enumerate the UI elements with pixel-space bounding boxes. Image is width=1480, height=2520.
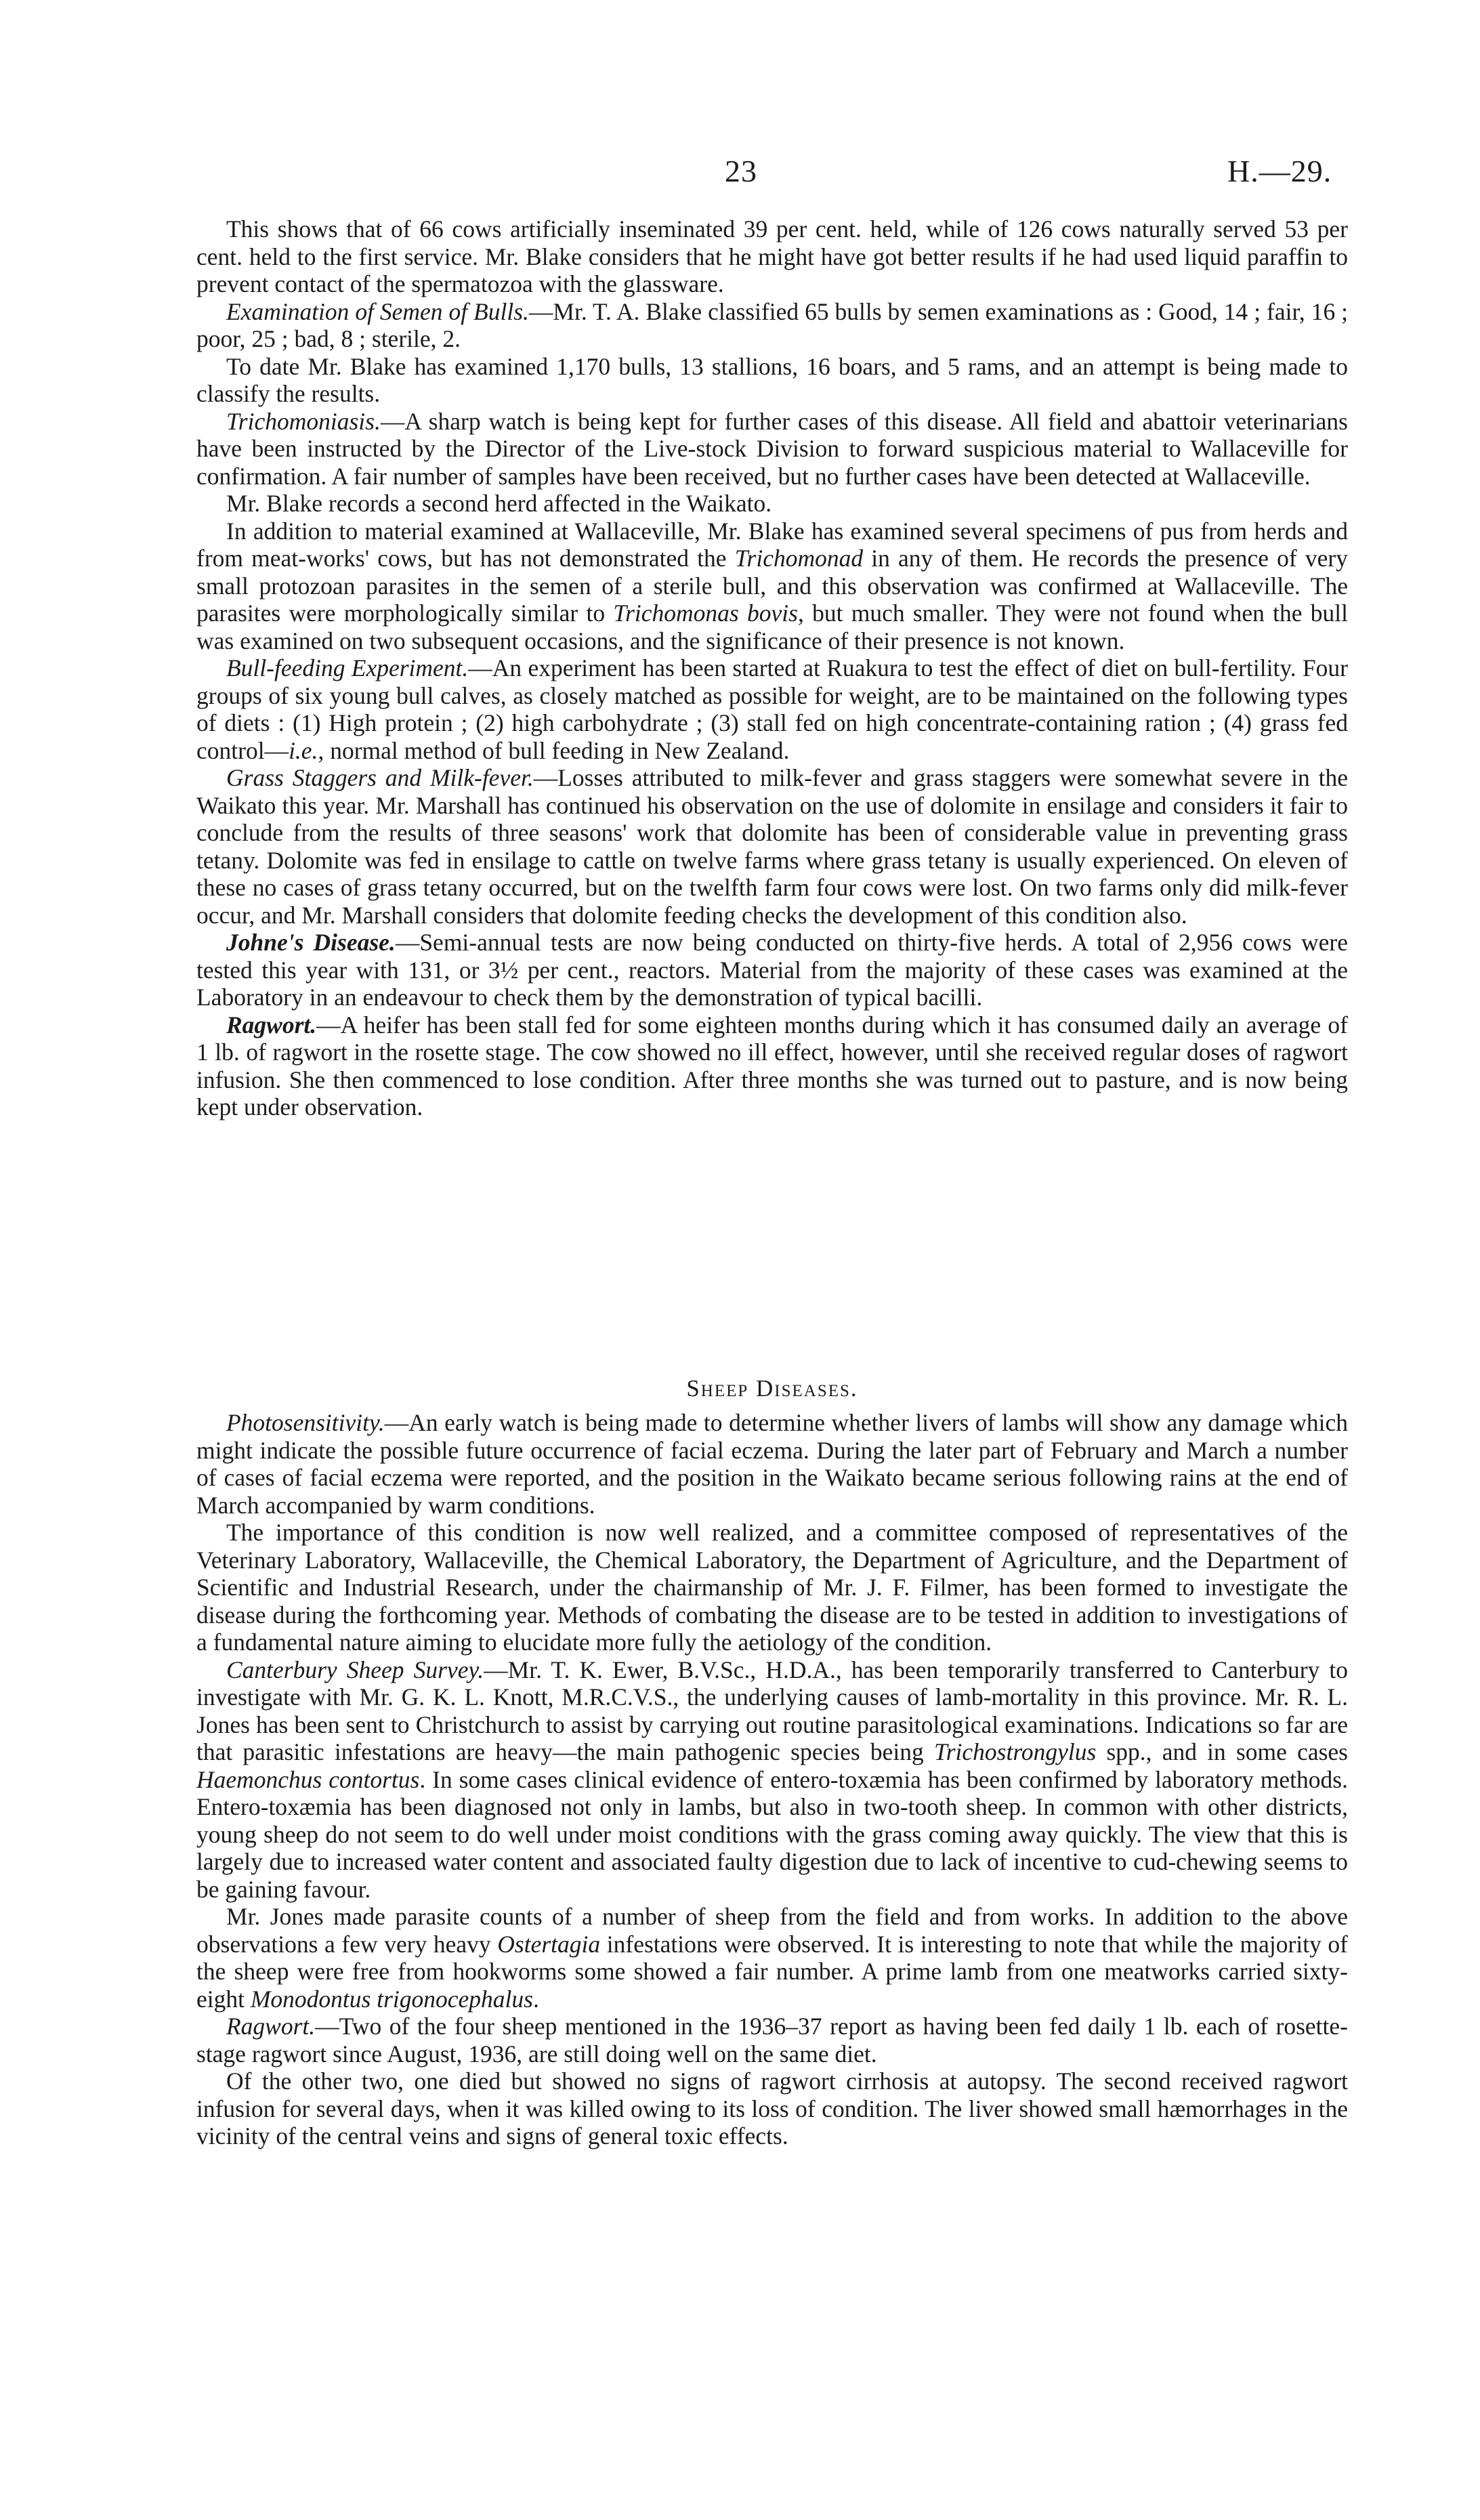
run-in-heading: Canterbury Sheep Survey. — [226, 1656, 484, 1683]
paragraph-grass-staggers — [196, 764, 1348, 929]
paragraph-trichomoniasis — [196, 408, 1348, 490]
run-in-heading: Trichomoniasis. — [226, 407, 381, 435]
run-in-heading: Photosensitivity. — [226, 1409, 385, 1436]
cattle-section — [196, 215, 1348, 1121]
species-name: Ostertagia — [497, 1930, 601, 1958]
paragraph-text: infestations were observed. It is interesting to note that while the majority of the sheep were free from hookworms some showed a fair number. A prime lamb from one meatworks carried sixty-eight — [196, 1930, 1348, 2013]
species-name: Trichomonas bovis — [613, 600, 798, 627]
paragraph-text: . In some cases clinical evidence of entero-toxæmia has been confirmed by laboratory methods. Entero-toxæmia has been diagnosed not only in lambs, but also in two-tooth sheep. In common with other districts, young sheep do not seem to do well under moist conditions with the grass coming away quickly. The view that this is largely due to increased water content and associated faulty digestion due to lack of incentive to cud-chewing seems to be gaining favour. — [196, 1765, 1348, 1903]
paragraph-text: —An early watch is being made to determine whether livers of lambs will show any damage which might indicate the possible future occurrence of facial eczema. During the later part of February and March a number of cases of facial eczema were reported, and the position in the Waikato became serious following rains at the end of March accompanied by warm conditions. — [196, 1409, 1348, 1519]
run-in-heading: Grass Staggers and Milk-fever. — [226, 764, 534, 791]
run-in-heading: Ragwort. — [226, 1011, 317, 1038]
page-number: 23 — [725, 154, 757, 188]
paragraph-protozoan-parasites — [196, 518, 1348, 655]
paragraph-text: , but much smaller. They were not found when the bull was examined on two subsequent occasions, and the significance of their presence is not known. — [196, 600, 1349, 654]
sheep-section — [196, 1409, 1348, 2150]
paragraph-ragwort-sheep — [196, 2013, 1348, 2067]
species-name: Monodontus trigonocephalus — [250, 1985, 533, 2013]
paragraph-text: —A heifer has been stall fed for some eighteen months during which it has consumed daily an average of 1 lb. of ragwort in the rosette stage. The cow showed no ill effect, however, until she received regular doses of ragwort infusion. She then commenced to lose condition. After three months she was turned out to pasture, and is now being kept under observation. — [196, 1011, 1348, 1120]
paragraph-text: . — [532, 1985, 539, 2013]
paragraph-text: —Semi-annual tests are now being conducted on thirty-five herds. A total of 2,956 cows were tested this year with 131, or 3½ per cent., reactors. Material from the majority of these cases was examined at the Laboratory in an endeavour to check them by the demonstration of typical bacilli. — [196, 929, 1348, 1011]
paragraph-canterbury-survey — [196, 1656, 1348, 1904]
species-name: Trichomonad — [734, 545, 864, 572]
paragraph-photosensitivity — [196, 1409, 1348, 1519]
paragraph-text: —An experiment has been started at Ruakura to test the effect of diet on bull-fertility. Four groups of six young bull calves, as closely matched as possible for weight, are to be maintained on the following types of diets : (1) High protein ; (2) high carbohydrate ; (3) stall fed on high concentrate-containing ration ; (4) grass fed control— — [196, 654, 1348, 764]
paragraph-text: —Two of the four sheep mentioned in the 1936–37 report as having been fed daily 1 lb. each of rosette-stage ragwort since August, 1936, are still doing well on the same diet. — [196, 2013, 1348, 2067]
paragraph-ragwort-cattle — [196, 1011, 1348, 1121]
paragraph-autopsy: Of the other two, one died but showed no signs of ragwort cirrhosis at autopsy. The second received ragwort infusion for several days, when it was killed owing to its loss of condition. The liver showed small hæmorrhages in the vicinity of the central veins and signs of general toxic effects. — [196, 2067, 1348, 2149]
paragraph-text: Mr. Jones made parasite counts of a number of sheep from the field and from works. In addition to the above observations a few very heavy — [196, 1903, 1348, 1958]
abbreviation: i.e. — [289, 736, 318, 764]
run-in-heading: Ragwort. — [226, 2013, 316, 2040]
run-in-heading: Examination of Semen of Bulls. — [226, 297, 529, 325]
paragraph-text: —Losses attributed to milk-fever and grass staggers were somewhat severe in the Waikato this year. Mr. Marshall has continued his observation on the use of dolomite in ensilage and considers it fair to conclude from the results of three seasons' work that dolomite has been of considerable value in preventing grass tetany. Dolomite was fed in ensilage to cattle on twelve farms where grass tetany is usually experienced. On eleven of these no cases of grass tetany occurred, but on the twelfth farm four cows were lost. On two farms only did milk-fever occur, and Mr. Marshall considers that dolomite feeding checks the development of this condition also. — [196, 764, 1348, 929]
paragraph-text: spp., and in some cases — [1096, 1738, 1348, 1765]
paragraph-text: —Mr. T. K. Ewer, B.V.Sc., H.D.A., has been temporarily transferred to Canterbury to investigate with Mr. G. K. L. Knott, M.R.C.V.S., the underlying causes of lamb-mortality in this province. Mr. R. L. Jones has been sent to Christchurch to assist by carrying out routine parasitological examinations. Indications so far are that parasitic infestations are heavy—the main pathogenic species being — [196, 1656, 1348, 1765]
paragraph-text: —Mr. T. A. Blake classified 65 bulls by semen examinations as : Good, 14 ; fair, 16 ; poor, 25 ; bad, 8 ; sterile, 2. — [196, 297, 1348, 352]
paragraph-text: In addition to material examined at Wallaceville, Mr. Blake has examined several specimens of pus from herds and from meat-works' cows, but has not demonstrated the — [196, 517, 1348, 572]
species-name: Trichostrongylus — [933, 1738, 1097, 1765]
section-heading-sheep-diseases: Sheep Diseases. — [686, 1375, 858, 1402]
paragraph-insemination-results: This shows that of 66 cows artificially inseminated 39 per cent. held, while of 126 cows naturally served 53 per cent. held to the first service. Mr. Blake considers that he might have got better results if he had used liquid paraffin to prevent contact of the spermatozoa with the glassware. — [196, 215, 1348, 297]
paragraph-parasite-counts — [196, 1903, 1348, 2013]
report-code: H.—29. — [1227, 154, 1332, 188]
paragraph-text: , normal method of bull feeding in New Zealand. — [318, 736, 790, 764]
paragraph-johnes-disease — [196, 929, 1348, 1011]
paragraph-bull-feeding — [196, 654, 1348, 764]
paragraph-semen-examination — [196, 298, 1348, 353]
paragraph-waikato-herd: Mr. Blake records a second herd affected in the Waikato. — [226, 490, 772, 517]
run-in-heading: Johne's Disease. — [226, 929, 396, 956]
species-name: Haemonchus contortus — [196, 1765, 420, 1793]
paragraph-committee: The importance of this condition is now well realized, and a committee composed of representatives of the Veterinary Laboratory, Wallaceville, the Chemical Laboratory, the Department of Agriculture, and the Department of Scientific and Industrial Research, under the chairmanship of Mr. J. F. Filmer, has been formed to investigate the disease during the forthcoming year. Methods of combating the disease are to be tested in addition to investigations of a fundamental nature aiming to elucidate more fully the aetiology of the condition. — [196, 1519, 1348, 1656]
paragraph-text: in any of them. He records the presence of very small protozoan parasites in the semen of a sterile bull, and this observation was confirmed at Wallaceville. The parasites were morphologically similar to — [196, 545, 1348, 627]
paragraph-examined-totals: To date Mr. Blake has examined 1,170 bulls, 13 stallions, 16 boars, and 5 rams, and an attempt is being made to classify the results. — [196, 352, 1348, 407]
paragraph-text: —A sharp watch is being kept for further cases of this disease. All field and abattoir veterinarians have been instructed by the Director of the Live-stock Division to forward suspicious material to Wallaceville for confirmation. A fair number of samples have been received, but no further cases have been detected at Wallaceville. — [196, 407, 1348, 490]
run-in-heading: Bull-feeding Experiment. — [226, 654, 469, 681]
